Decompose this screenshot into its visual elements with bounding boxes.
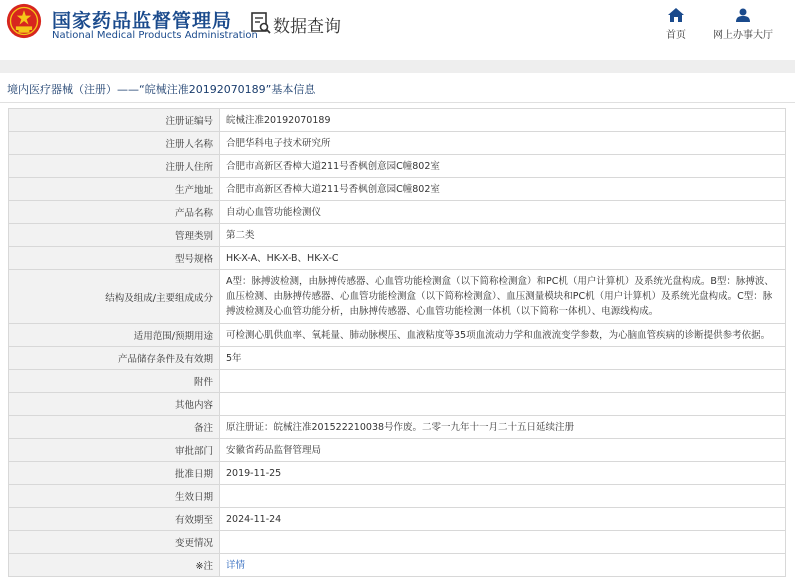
row-value: 皖械注准20192070189 <box>220 109 786 132</box>
table-row <box>9 132 786 155</box>
table-row <box>9 347 786 370</box>
row-label: 审批部门 <box>9 439 220 462</box>
registration-info-table <box>8 108 786 577</box>
row-value: 合肥市高新区香樟大道211号香枫创意园C幢802室 <box>220 178 786 201</box>
national-emblem-icon <box>6 3 42 39</box>
table-row <box>9 201 786 224</box>
row-value: 合肥华科电子技术研究所 <box>220 132 786 155</box>
row-label: 备注 <box>9 416 220 439</box>
row-label: 产品储存条件及有效期 <box>9 347 220 370</box>
home-label: 首页 <box>666 30 686 41</box>
table-row <box>9 324 786 347</box>
row-value: 2019-11-25 <box>220 462 786 485</box>
row-value <box>220 485 786 508</box>
row-value: 2024-11-24 <box>220 508 786 531</box>
row-label: 变更情况 <box>9 531 220 554</box>
row-value: HK-X-A、HK-X-B、HK-X-C <box>220 247 786 270</box>
user-icon <box>735 8 751 22</box>
row-label: 产品名称 <box>9 201 220 224</box>
row-value: A型：脉搏波检测，由脉搏传感器、心血管功能检测盒（以下简称检测盒）和PC机（用户计算机）及系统光盘构成。B型：脉搏波、血压检测、由脉搏传感器、心血管功能检测盒（以下简称检测盒）、血压测量模块和PC机（用户计算机）及系统光盘构成。C型：脉搏波检测及心血管功能分析，由脉搏传感器、心血管功能检测一体机（以下简称一体机）、电源线构成。 <box>220 270 786 324</box>
page-title: 数据查询 <box>273 17 341 37</box>
table-row <box>9 439 786 462</box>
row-value <box>220 393 786 416</box>
table-row <box>9 508 786 531</box>
table-row <box>9 224 786 247</box>
document-search-icon <box>251 12 271 34</box>
breadcrumb <box>0 73 795 103</box>
table-row <box>9 247 786 270</box>
row-label: 注册人名称 <box>9 132 220 155</box>
brand-name-en: National Medical Products Administration <box>52 30 258 41</box>
table-row <box>9 370 786 393</box>
row-label: 型号规格 <box>9 247 220 270</box>
details-cell <box>220 554 786 577</box>
row-label: ※注 <box>9 554 220 577</box>
row-value: 原注册证：皖械注准201522210038号作废。二零一九年十一月二十五日延续注册 <box>220 416 786 439</box>
row-value: 自动心血管功能检测仪 <box>220 201 786 224</box>
table-row <box>9 270 786 324</box>
table-row <box>9 393 786 416</box>
online-office-label: 网上办事大厅 <box>713 30 773 41</box>
table-row <box>9 178 786 201</box>
row-label: 有效期至 <box>9 508 220 531</box>
row-value: 合肥市高新区香樟大道211号香枫创意园C幢802室 <box>220 155 786 178</box>
row-value: 可检测心肌供血率、氧耗量、肺动脉楔压、血液粘度等35项血流动力学和血液流变学参数，为心脑血管疾病的诊断提供参考依据。 <box>220 324 786 347</box>
table-row <box>9 155 786 178</box>
breadcrumb-text: 境内医疗器械（注册）——“皖械注准20192070189”基本信息 <box>7 83 316 96</box>
row-label: 生效日期 <box>9 485 220 508</box>
home-icon <box>668 8 684 22</box>
brand-name-cn: 国家药品监督管理局 <box>52 10 233 32</box>
row-value: 5年 <box>220 347 786 370</box>
site-header <box>0 0 795 60</box>
table-row <box>9 416 786 439</box>
row-value: 第二类 <box>220 224 786 247</box>
row-label: 生产地址 <box>9 178 220 201</box>
row-label: 其他内容 <box>9 393 220 416</box>
header-divider <box>0 60 795 73</box>
row-label: 附件 <box>9 370 220 393</box>
table-row <box>9 485 786 508</box>
table-row <box>9 109 786 132</box>
row-label: 注册证编号 <box>9 109 220 132</box>
table-row <box>9 554 786 577</box>
row-label: 管理类别 <box>9 224 220 247</box>
row-value <box>220 531 786 554</box>
home-button[interactable] <box>660 8 692 41</box>
row-value <box>220 370 786 393</box>
details-link[interactable]: 详情 <box>226 559 246 571</box>
row-label: 注册人住所 <box>9 155 220 178</box>
table-row <box>9 531 786 554</box>
row-label: 适用范围/预期用途 <box>9 324 220 347</box>
table-row <box>9 462 786 485</box>
row-value: 安徽省药品监督管理局 <box>220 439 786 462</box>
row-label: 批准日期 <box>9 462 220 485</box>
online-office-button[interactable] <box>708 8 778 41</box>
row-label: 结构及组成/主要组成成分 <box>9 270 220 324</box>
